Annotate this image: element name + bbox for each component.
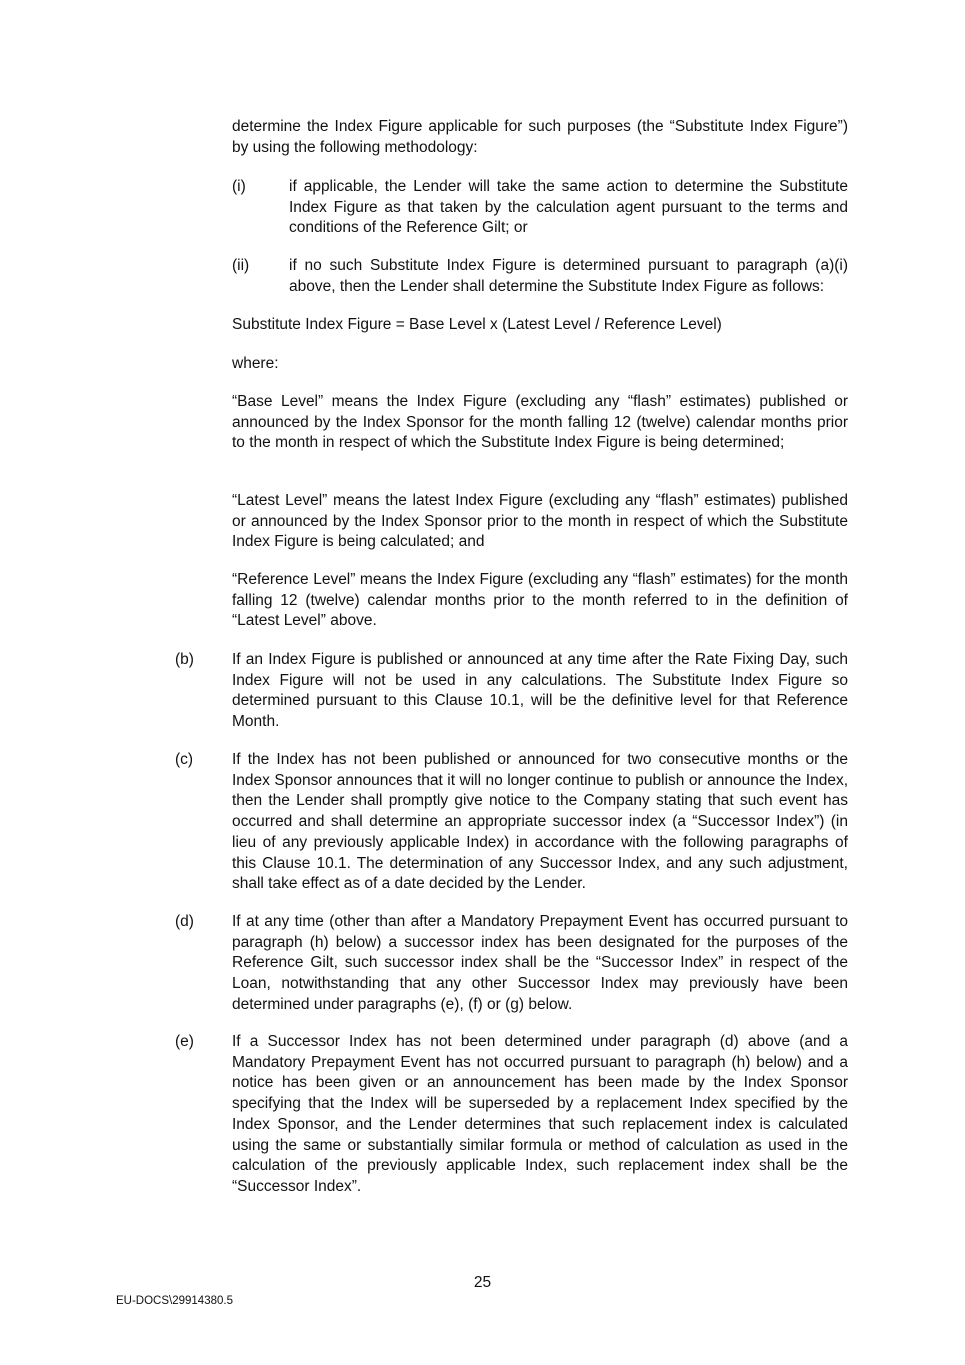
item-c-text: If the Index has not been published or announced for two consecutive months or the Index Sponsor announces that it will no longer continue to publish or announce the Index, then the Lender shall promptly give notice to the Company stating that such event has occurred and shall determine an appropriate successor index (a “Successor Index”) (in lieu of any previously applicable Index) in accordance with the following paragraphs of this Clause 10.1. The determination of any Successor Index, and any such adjustment, shall take effect as of a date decided by the Lender.: [232, 751, 848, 893]
item-c-label: (c): [175, 751, 194, 768]
item-b-label: (b): [175, 651, 194, 668]
formula: Substitute Index Figure = Base Level x (Latest Level / Reference Level): [232, 316, 722, 333]
definition-base-level: “Base Level” means the Index Figure (excluding any “flash” estimates) published or announced by the Index Sponsor for the month falling 12 (twelve) calendar months prior to the month in respect of which the Substitute Index Figure is being determined;: [232, 393, 848, 452]
item-i-label: (i): [232, 178, 246, 195]
document-reference: EU-DOCS\29914380.5: [116, 1295, 233, 1307]
item-d-text: If at any time (other than after a Mandatory Prepayment Event has occurred pursuant to paragraph (h) below) a successor index has been designated for the purposes of the Reference Gilt, such successor index shall be the “Successor Index” in respect of the Loan, notwithstanding that any other Successor Index may previously have been determined under paragraphs (e), (f) or (g) below.: [232, 913, 848, 1013]
item-d-label: (d): [175, 913, 194, 930]
definition-latest-level: “Latest Level” means the latest Index Figure (excluding any “flash” estimates) published or announced by the Index Sponsor prior to the month in respect of which the Substitute Index Figure is being calculated; and: [232, 492, 848, 551]
intro-paragraph: determine the Index Figure applicable for such purposes (the “Substitute Index Figure”) by using the following methodology:: [232, 118, 848, 156]
where-label: where:: [232, 355, 279, 372]
definition-reference-level: “Reference Level” means the Index Figure (excluding any “flash” estimates) for the month falling 12 (twelve) calendar months prior to the month referred to in the definition of “Latest Level” above.: [232, 571, 848, 630]
item-ii-label: (ii): [232, 257, 250, 274]
item-i-text: if applicable, the Lender will take the same action to determine the Substitute Index Figure as that taken by the calculation agent pursuant to the terms and conditions of the Reference Gilt; or: [289, 178, 848, 237]
item-b-text: If an Index Figure is published or announced at any time after the Rate Fixing Day, such Index Figure will not be used in any calculations. The Substitute Index Figure so determined pursuant to this Clause 10.1, will be the definitive level for that Reference Month.: [232, 651, 848, 731]
item-e-text: If a Successor Index has not been determined under paragraph (d) above (and a Mandatory Prepayment Event has not occurred pursuant to paragraph (h) below) and a notice has been given or an announcement has been made by the Index Sponsor specifying that the Index will be superseded by a replacement Index specified by the Index Sponsor, and the Lender determines that such replacement index is calculated using the same or substantially similar formula or method of calculation as used in the calculation of the previously applicable Index, such replacement index shall be the “Successor Index”.: [232, 1033, 848, 1195]
page-number: 25: [473, 1274, 492, 1291]
item-ii-text: if no such Substitute Index Figure is determined pursuant to paragraph (a)(i) above, then the Lender shall determine the Substitute Index Figure as follows:: [289, 257, 848, 295]
item-e-label: (e): [175, 1033, 194, 1050]
